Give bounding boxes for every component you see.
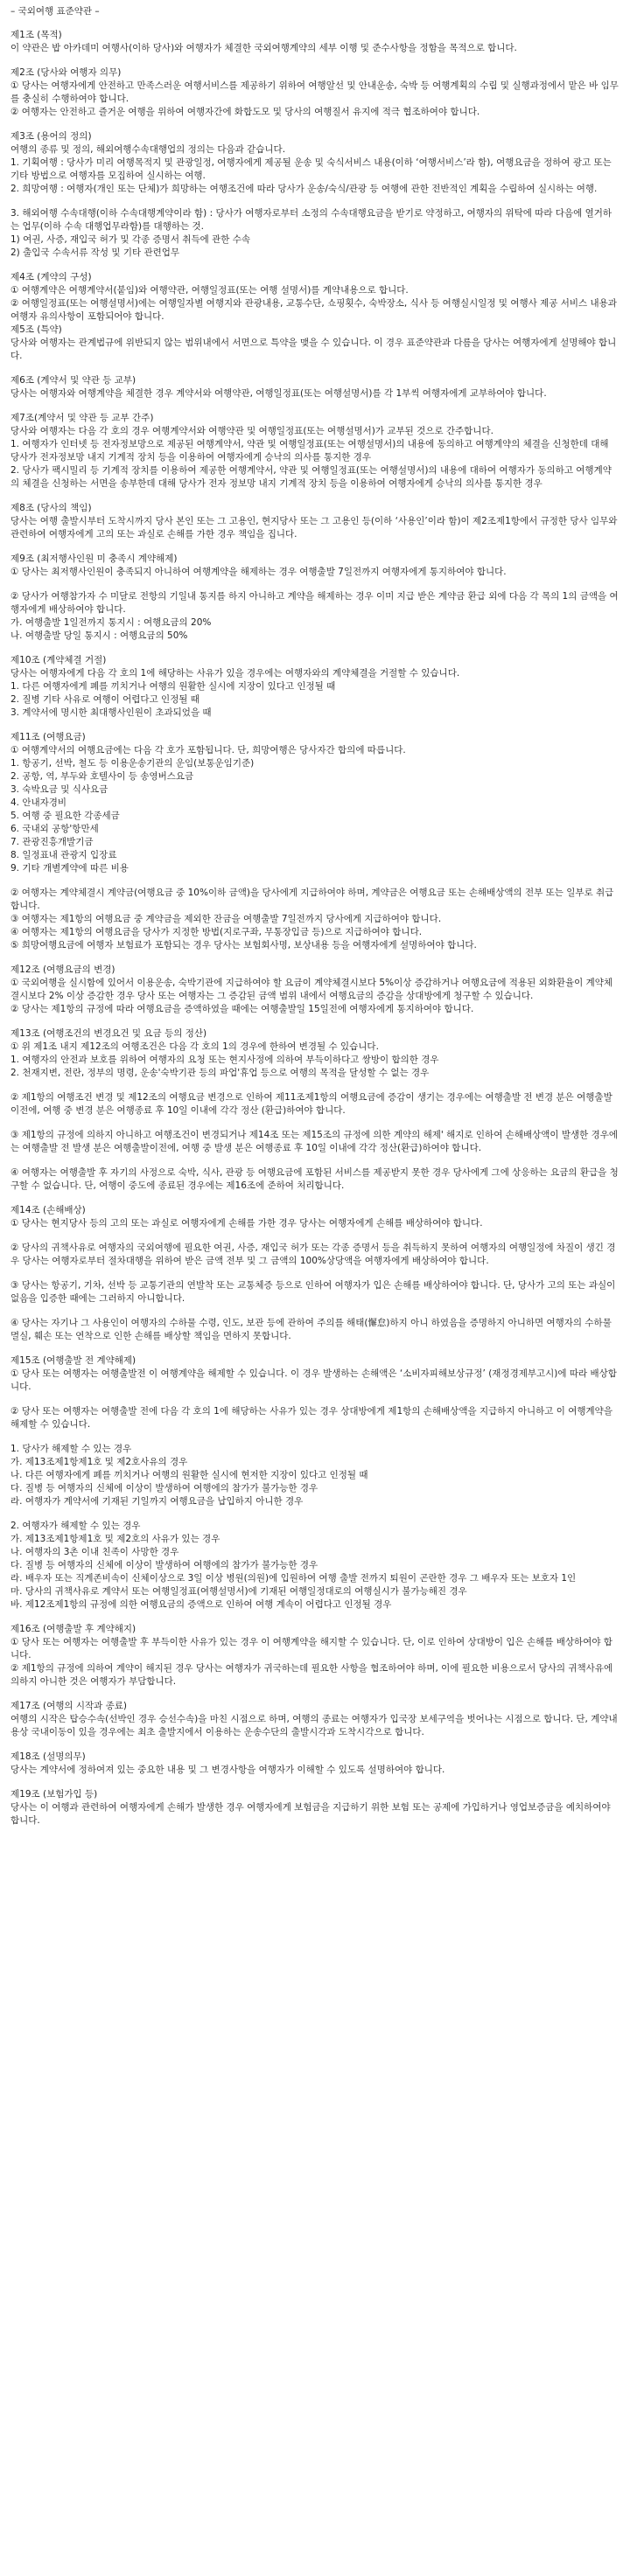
article-section <box>10 1204 620 1343</box>
article-paragraph: ④ 여행자는 여행출발 후 자기의 사정으로 숙박, 식사, 관광 등 여행요금에 포함된 서비스를 제공받지 못한 경우 당사에게 그에 상응하는 요금의 환급을 청구할 수 없습니다. 단, 여행이 중도에 종료된 경우에는 제16조에 준하여 처리합니다. <box>10 1167 619 1191</box>
article-paragraph: ④ 여행자는 제1항의 여행요금을 당사가 지정한 방법(지로구좌, 무통장입금 등)으로 지급하여야 합니다. <box>10 927 423 937</box>
article-paragraph: 가. 여행출발 1일전까지 통지시 : 여행요금의 20% <box>10 617 212 628</box>
article-paragraph: 1. 당사가 해제할 수 있는 경우 <box>10 1444 132 1454</box>
article-paragraph: 다. 질병 등 여행자의 신체에 이상이 발생하여 여행에의 참가가 불가능한 경우 <box>10 1483 318 1493</box>
article-section <box>10 412 620 491</box>
article-paragraph: ② 제1항의 규정에 의하여 계약이 해지된 경우 당사는 여행자가 귀국하는데 필요한 사항을 협조하여야 하며, 이에 필요한 비용으로서 당사의 귀책사유에 의하지 아니한 것은 여행자가 부담합니다. <box>10 1663 613 1687</box>
article-paragraph: 2) 출입국 수속서류 작성 및 기타 관련업무 <box>10 247 180 258</box>
article-paragraph: ② 여행자는 계약체결시 계약금(여행요금 중 10%이하 금액)을 당사에게 지급하여야 하며, 계약금은 여행요금 또는 손해배상액의 전부 또는 일부로 취급합니다. <box>10 888 614 911</box>
article-title: 제15조 (여행출발 전 계약해제) <box>10 1355 136 1366</box>
article-paragraph: ③ 여행자는 제1항의 여행요금 중 계약금을 제외한 잔금을 여행출발 7일전까지 당사에게 지급하여야 합니다. <box>10 914 442 924</box>
article-paragraph: 당사는 여행 출발시부터 도착시까지 당사 본인 또는 그 고용인, 현지당사 또는 그 고용인 등(이하 ‘사용인’이라 함)이 제2조제1항에서 규정한 당사 임무와 관련하여 여행자에게 고의 또는 과실로 손해를 가한 경우 책임을 집니다. <box>10 516 618 540</box>
document-title: – 국외여행 표준약관 – <box>10 6 100 17</box>
article-section <box>10 271 620 363</box>
article-paragraph: 나. 다른 여행자에게 폐를 끼치거나 여행의 원활한 실시에 현저한 지장이 있다고 인정될 때 <box>10 1470 368 1480</box>
article-paragraph: 3. 해외여행 수속대행(이하 수속대행계약이라 함) : 당사가 여행자로부터 소정의 수속대행요금을 받기로 약정하고, 여행자의 위탁에 따라 다음에 열거하는 업무(이하 수속 대행업무라함)를 대행하는 것. <box>10 208 612 232</box>
article-paragraph: 당사는 여행자에게 다음 각 호의 1에 해당하는 사유가 있을 경우에는 여행자와의 계약체결을 거절할 수 있습니다. <box>10 668 460 679</box>
article-title: 제7조(계약서 및 약관 등 교부 간주) <box>10 413 154 423</box>
article-paragraph: 8. 일정표내 관광지 입장료 <box>10 850 117 860</box>
article-paragraph: 3. 숙박요금 및 식사요금 <box>10 784 108 795</box>
article-paragraph: ① 여행계약서의 여행요금에는 다음 각 호가 포함됩니다. 단, 희망여행은 당사자간 합의에 따릅니다. <box>10 745 406 755</box>
articles-list <box>10 29 620 1828</box>
article-paragraph: 3. 계약서에 명시한 최대행사인원이 초과되었을 때 <box>10 707 212 718</box>
article-section <box>10 654 620 720</box>
article-paragraph: 1. 여행자가 인터넷 등 전자정보망으로 제공된 여행계약서, 약관 및 여행일정표(또는 여행설명서)의 내용에 동의하고 여행계약의 체결을 신청한데 대해 당사가 전자정보망 내지 기계적 장치 등을 이용하여 여행자에게 승낙의 의사를 통지한 경우 <box>10 439 609 463</box>
article-paragraph: 1) 여권, 사증, 재입국 허가 및 각종 증명서 취득에 관한 수속 <box>10 234 250 245</box>
article-paragraph: ① 당사는 여행자에게 안전하고 만족스러운 여행서비스를 제공하기 위하여 여행알선 및 안내운송, 숙박 등 여행계획의 수립 및 실행과정에서 맡은 바 임무를 충실히 수행하여야 합니다. <box>10 80 619 104</box>
article-title: 제2조 (당사와 여행자 의무) <box>10 67 122 78</box>
paragraph-gap <box>10 1117 620 1129</box>
article-paragraph: ③ 당사는 항공기, 기차, 선박 등 교통기관의 연발착 또는 교통체증 등으로 인하여 여행자가 입은 손해를 배상하여야 합니다. 단, 당사가 고의 또는 과실이 없음을 입증한 때에는 그러하지 아니합니다. <box>10 1280 616 1304</box>
article-paragraph: ② 제1항의 여행조건 변경 및 제12조의 여행요금 변경으로 인하여 제11조제1항의 여행요금에 증감이 생기는 경우에는 여행출발 전 변경 분은 여행출발 이전에, 여행 중 변경 분은 여행종료 후 10일 이내에 각각 정산 (환급)하여야 합니다. <box>10 1092 612 1116</box>
article-section <box>10 66 620 119</box>
article-title: 제3조 (용어의 정의) <box>10 131 92 142</box>
article-paragraph: ⑤ 희망여행요금에 여행자 보험료가 포함되는 경우 당사는 보험회사명, 보상내용 등을 여행자에게 설명하여야 합니다. <box>10 940 477 950</box>
article-paragraph: 당사와 여행자는 다음 각 호의 경우 여행계약서와 여행약관 및 여행일정표(또는 여행설명서)가 교부된 것으로 간주합니다. <box>10 426 494 436</box>
article-paragraph: 1. 항공기, 선박, 철도 등 이용운송기관의 운임(보통운임기준) <box>10 758 255 769</box>
article-paragraph: ② 여행자는 안전하고 즐거운 여행을 위하여 여행자간에 화합도모 및 당사의 여행질서 유지에 적극 협조하여야 합니다. <box>10 107 480 117</box>
article-title: 제9조 (최저행사인원 미 충족시 계약해제) <box>10 553 178 564</box>
article-title: 제10조 (계약체결 거절) <box>10 655 107 665</box>
article-title: 제12조 (여행요금의 변경) <box>10 964 116 975</box>
article-paragraph: ③ 제1항의 규정에 의하지 아니하고 여행조건이 변경되거나 제14조 또는 제15조의 규정에 의한 계약의 해제' 해지로 인하여 손해배상액이 발생한 경우에는 여행출발 전 발생 분은 여행출발이전에, 여행 중 발생 분은 여행종료 후 10일 이내에 각각 정산(환급)하여야 합니다. <box>10 1130 619 1153</box>
article-section <box>10 130 620 260</box>
paragraph-gap <box>10 1394 620 1405</box>
article-section <box>10 553 620 643</box>
paragraph-gap <box>10 1230 620 1242</box>
article-paragraph: 2. 질병 기타 사유로 여행이 어렵다고 인정될 때 <box>10 694 200 705</box>
article-paragraph: ② 당사의 귀책사유로 여행자의 국외여행에 필요한 여권, 사증, 재입국 허가 또는 각종 증명서 등을 취득하지 못하여 여행자의 여행일정에 차질이 생긴 경우 당사는 여행자로부터 절차대행을 위하여 받은 금액 전부 및 그 금액의 100%상당액을 여행자에게 배상하여야 합니다. <box>10 1243 616 1266</box>
article-title: 제1조 (목적) <box>10 30 62 40</box>
article-paragraph: 당사는 여행자와 여행계약을 체결한 경우 계약서와 여행약관, 여행일정표(또는 여행설명서)를 각 1부씩 여행자에게 교부하여야 합니다. <box>10 388 547 399</box>
article-title: 제8조 (당사의 책임) <box>10 503 92 513</box>
article-paragraph: ① 당사는 현지당사 등의 고의 또는 과실로 여행자에게 손해를 가한 경우 당사는 여행자에게 손해를 배상하여야 합니다. <box>10 1218 483 1229</box>
article-title: 제4조 (계약의 구성) <box>10 272 92 282</box>
article-section <box>10 1027 620 1193</box>
article-paragraph: 바. 제12조제1항의 규정에 의한 여행요금의 증액으로 인하여 여행 계속이 어렵다고 인정될 경우 <box>10 1599 392 1610</box>
paragraph-gap <box>10 1155 620 1166</box>
article-paragraph: 2. 희망여행 : 여행자(개인 또는 단체)가 희망하는 여행조건에 따라 당사가 운송/숙식/관광 등 여행에 관한 전반적인 계획을 수립하여 실시하는 여행. <box>10 184 598 194</box>
article-paragraph: ① 당사 또는 여행자는 여행출발 후 부득이한 사유가 있는 경우 이 여행계약을 해지할 수 있습니다. 단, 이로 인하여 상대방이 입은 손해를 배상하여야 합니다. <box>10 1637 612 1660</box>
article-paragraph: 1. 여행자의 안전과 보호를 위하여 여행자의 요청 또는 현지사정에 의하여 부득이하다고 쌍방이 합의한 경우 <box>10 1055 439 1065</box>
article-paragraph: ② 여행일정표(또는 여행설명서)에는 여행일자별 여행지와 관광내용, 교통수단, 쇼핑횟수, 숙박장소, 식사 등 여행실시일정 및 여행사 제공 서비스 내용과 여행자 유의사항이 포함되어야 합니다. <box>10 298 617 322</box>
article-paragraph: 가. 제13조제1항제1호 및 제2호사유의 경우 <box>10 1457 188 1467</box>
paragraph-gap <box>10 1268 620 1279</box>
article-title: 제14조 (손해배상) <box>10 1205 86 1215</box>
article-paragraph: 여행의 시작은 탑승수속(선박인 경우 승선수속)을 마친 시점으로 하며, 여행의 종료는 여행자가 입국장 보세구역을 벗어나는 시점으로 합니다. 단, 계약내용상 국내이동이 있을 경우에는 최초 출발지에서 이용하는 운송수단의 출발시각과 도착시각으로 합니다. <box>10 1714 618 1737</box>
article-title: 제16조 (여행출발 후 계약해지) <box>10 1624 136 1634</box>
article-paragraph: ① 당사 또는 여행자는 여행출발전 이 여행계약을 해제할 수 있습니다. 이 경우 발생하는 손해액은 ‘소비자피해보상규정’ (재정경제부고시)에 따라 배상합니다. <box>10 1368 617 1392</box>
article-section <box>10 731 620 952</box>
paragraph-gap <box>10 196 620 207</box>
article-paragraph: 라. 여행자가 계약서에 기재된 기일까지 여행요금을 납입하지 아니한 경우 <box>10 1496 304 1507</box>
article-section <box>10 374 620 400</box>
paragraph-gap <box>10 1305 620 1317</box>
article-section <box>10 1354 620 1612</box>
article-paragraph: 5. 여행 중 필요한 각종세금 <box>10 811 120 821</box>
article-paragraph: 2. 당사가 팩시밀리 등 기계적 장치를 이용하여 제공한 여행계약서, 약관 및 여행일정표(또는 여행설명서)의 내용에 대하여 여행자가 동의하고 여행계약의 체결을 신청하는 서면을 송부한데 대해 당사가 전자 정보망 내지 기계적 장치 등을 이용하여 여행자에게 승낙의 의사를 통지한 경우 <box>10 465 612 489</box>
article-paragraph: 2. 여행자가 해제할 수 있는 경우 <box>10 1521 141 1531</box>
article-title: 제19조 (보험가입 등) <box>10 1789 98 1800</box>
article-title: 제18조 (설명의무) <box>10 1751 86 1762</box>
paragraph-gap <box>10 1080 620 1091</box>
article-paragraph: ① 당사는 최저행사인원이 충족되지 아니하여 여행계약을 해제하는 경우 여행출발 7일전까지 여행자에게 통지하여야 합니다. <box>10 567 507 577</box>
article-paragraph: 가. 제13조제1항제1호 및 제2호의 사유가 있는 경우 <box>10 1534 220 1544</box>
article-section <box>10 29 620 55</box>
article-section <box>10 964 620 1016</box>
article-paragraph: 이 약관은 밥 아카데미 여행사(이하 당사)와 여행자가 체결한 국외여행계약의 세부 이행 및 준수사항을 정함을 목적으로 합니다. <box>10 43 517 53</box>
article-paragraph: 나. 여행자의 3촌 이내 친족이 사망한 경우 <box>10 1547 179 1557</box>
paragraph-gap <box>10 875 620 887</box>
article-paragraph: 7. 관광진흥개발기금 <box>10 837 94 847</box>
article-paragraph: 당사와 여행자는 관계법규에 위반되지 않는 범위내에서 서면으로 특약을 맺을 수 있습니다. 이 경우 표준약관과 다름을 당사는 여행자에게 설명해야 합니다. <box>10 338 617 361</box>
paragraph-gap <box>10 1508 620 1520</box>
article-paragraph: 나. 여행출발 당일 통지시 : 여행요금의 50% <box>10 630 188 641</box>
article-paragraph: 여행의 종류 및 정의, 해외여행수속대행업의 정의는 다음과 같습니다. <box>10 144 286 155</box>
article-section <box>10 1623 620 1688</box>
article-paragraph: ④ 당사는 자기나 그 사용인이 여행자의 수하물 수령, 인도, 보관 등에 관하여 주의를 해태(懈怠)하지 아니 하였음을 증명하지 아니하면 여행자의 수하물 멸실, 훼손 또는 연착으로 인한 손해를 배상할 책임을 면하지 못합니다. <box>10 1318 612 1341</box>
article-paragraph: 4. 안내자경비 <box>10 797 67 808</box>
article-section <box>10 1751 620 1777</box>
article-paragraph: ② 당사가 여행참가자 수 미달로 전항의 기일내 통지를 하지 아니하고 계약을 해제하는 경우 이미 지급 받은 계약금 환급 외에 다음 각 목의 1의 금액을 여행자에게 배상하여야 합니다. <box>10 591 619 615</box>
article-paragraph: 당사는 계약서에 정하여져 있는 중요한 내용 및 그 변경사항을 여행자가 이해할 수 있도록 설명하여야 합니다. <box>10 1765 445 1775</box>
article-paragraph: ① 국외여행을 실시함에 있어서 이용운송, 숙박기관에 지급하여야 할 요금이 계약체결시보다 5%이상 증감하거나 여행요금에 적용된 외화환율이 계약체결시보다 2% 이상 증감한 경우 당사 또는 여행자는 그 증감된 금액 범위 내에서 여행요금의 증감을 상대방에게 청구할 수 있습니다. <box>10 978 613 1001</box>
article-paragraph: 1. 다른 여행자에게 폐를 끼치거나 여행의 원활한 실시에 지장이 있다고 인정될 때 <box>10 681 336 692</box>
article-section <box>10 1788 620 1828</box>
article-section <box>10 1700 620 1739</box>
article-paragraph: 6. 국내외 공항'항만세 <box>10 824 99 834</box>
article-paragraph: ① 여행계약은 여행계약서(붙임)와 여행약관, 여행일정표(또는 여행 설명서)를 계약내용으로 합니다. <box>10 285 409 296</box>
article-title: 제13조 (여행조건의 변경요건 및 요금 등의 정산) <box>10 1028 207 1039</box>
article-paragraph: 다. 질병 등 여행자의 신체에 이상이 발생하여 여행에의 참가가 불가능한 경우 <box>10 1560 318 1570</box>
article-paragraph: 당사는 이 여행과 관련하여 여행자에게 손해가 발생한 경우 여행자에게 보험금을 지급하기 위한 보험 또는 공제에 가입하거나 영업보증금을 예치하여야 합니다. <box>10 1802 611 1826</box>
article-section <box>10 502 620 541</box>
article-paragraph: ② 당사는 제1항의 규정에 따라 여행요금을 증액하였을 때에는 여행출발일 15일전에 여행자에게 통지하여야 합니다. <box>10 1004 474 1014</box>
article-title: 제6조 (계약서 및 약관 등 교부) <box>10 375 136 386</box>
article-paragraph: 2. 천재지변, 전란, 정부의 명령, 운송'숙박기관 등의 파업'휴업 등으로 여행의 목적을 달성할 수 없는 경우 <box>10 1068 430 1078</box>
article-title: 제17조 (여행의 시작과 종료) <box>10 1701 127 1711</box>
article-paragraph: ② 당사 또는 여행자는 여행출발 전에 다음 각 호의 1에 해당하는 사유가 있는 경우 상대방에게 제1항의 손해배상액을 지급하지 아니하고 이 여행계약을 해제할 수 있습니다. <box>10 1406 612 1430</box>
article-paragraph: 2. 공항, 역, 부두와 호텔사이 등 송영버스요금 <box>10 771 194 782</box>
article-paragraph: 1. 기획여행 : 당사가 미리 여행목적지 및 관광일정, 여행자에게 제공될 운송 및 숙식서비스 내용(이하 ‘여행서비스’라 함), 여행요금을 정하여 광고 또는 기타 방법으로 여행자를 모집하여 실시하는 여행. <box>10 157 612 181</box>
article-paragraph: ① 위 제1조 내지 제12조의 여행조건은 다음 각 호의 1의 경우에 한하여 변경될 수 있습니다. <box>10 1041 379 1052</box>
article-paragraph: 9. 기타 개별계약에 따른 비용 <box>10 863 129 874</box>
article-paragraph: 제5조 (특약) <box>10 324 62 335</box>
paragraph-gap <box>10 1431 620 1443</box>
article-paragraph: 라. 배우자 또는 직계존비속이 신체이상으로 3일 이상 병원(의원)에 입원하여 여행 출발 전까지 퇴원이 곤란한 경우 그 배우자 또는 보호자 1인 <box>10 1573 577 1584</box>
paragraph-gap <box>10 579 620 590</box>
article-title: 제11조 (여행요금) <box>10 732 86 742</box>
article-paragraph: 마. 당사의 귀책사유로 계약서 또는 여행일정표(여행설명서)에 기재된 여행일정대로의 여행실시가 불가능해진 경우 <box>10 1586 467 1597</box>
